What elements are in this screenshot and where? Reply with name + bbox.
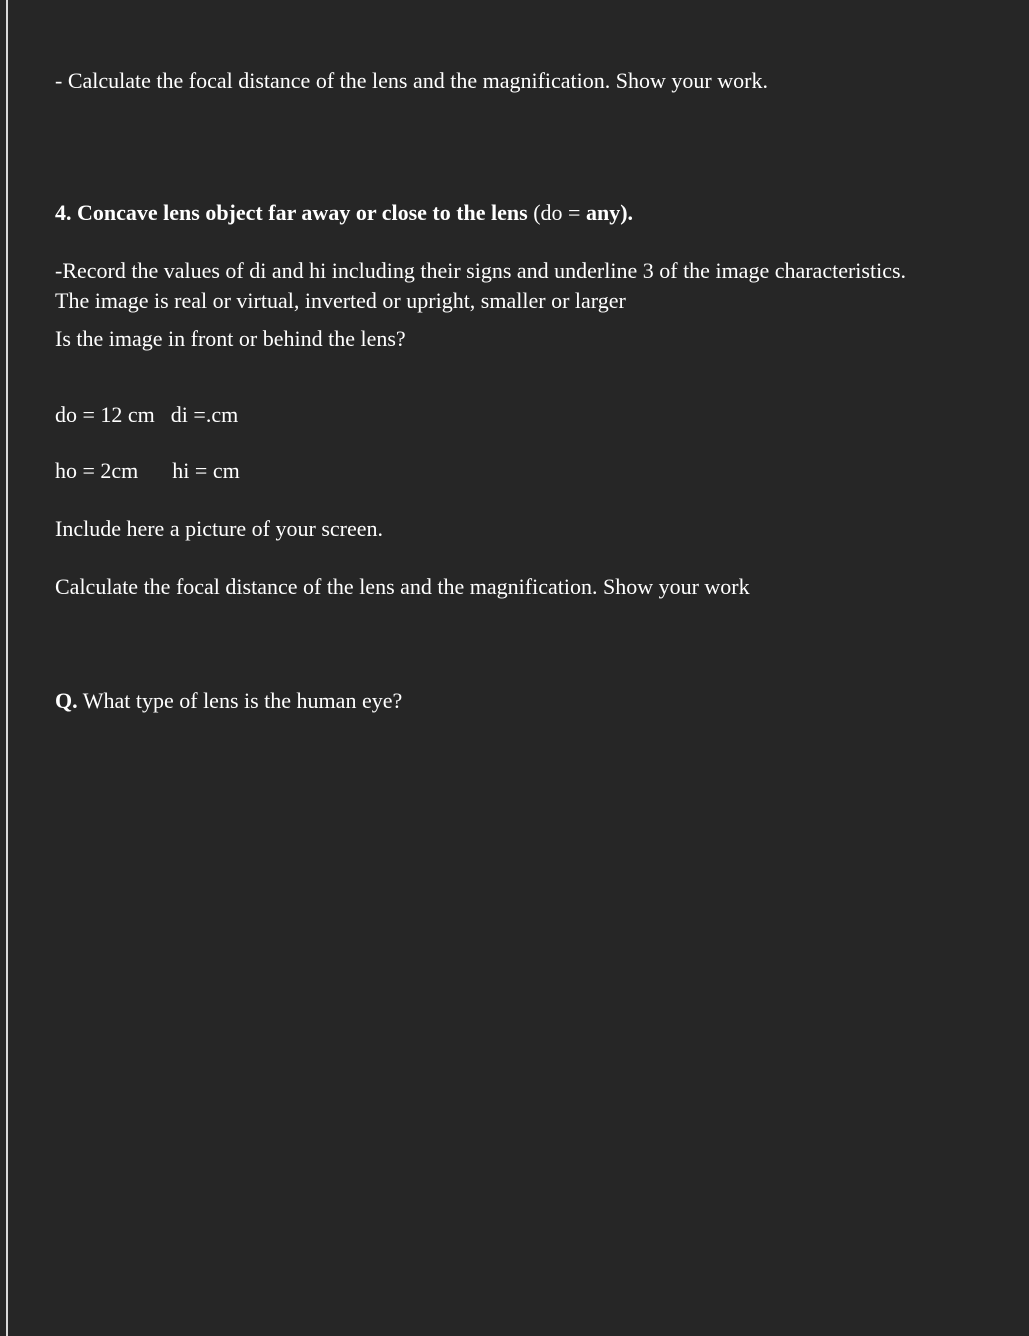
calc-instruction-2: Calculate the focal distance of the lens and the magnification. Show your work	[55, 574, 750, 599]
record-instruction: -Record the values of di and hi including their signs and underline 3 of the image characteristics.	[55, 258, 907, 283]
section-4-heading-end: any).	[585, 200, 634, 225]
front-behind-question: Is the image in front or behind the lens?	[55, 326, 406, 351]
do-value: do = 12 cm	[55, 402, 155, 427]
ho-hi-row	[55, 456, 240, 486]
section-4-heading-normal: (do =	[527, 200, 586, 225]
eye-lens-question	[55, 686, 402, 716]
calc-instruction-1: - Calculate the focal distance of the lens and the magnification. Show your work.	[55, 68, 768, 93]
do-di-row	[55, 400, 238, 430]
image-characteristics: The image is real or virtual, inverted or upright, smaller or larger	[55, 288, 626, 313]
question-prefix: Q.	[55, 688, 78, 713]
hi-value: hi = cm	[172, 458, 240, 483]
include-picture-instruction: Include here a picture of your screen.	[55, 516, 384, 541]
di-value: di =.cm	[170, 402, 239, 427]
section-4-heading-bold: 4. Concave lens object far away or close to the lens	[55, 200, 528, 225]
left-border-rule	[6, 0, 8, 1336]
ho-value: ho = 2cm	[55, 458, 139, 483]
question-text: What type of lens is the human eye?	[77, 688, 403, 713]
section-4-heading	[55, 198, 633, 228]
